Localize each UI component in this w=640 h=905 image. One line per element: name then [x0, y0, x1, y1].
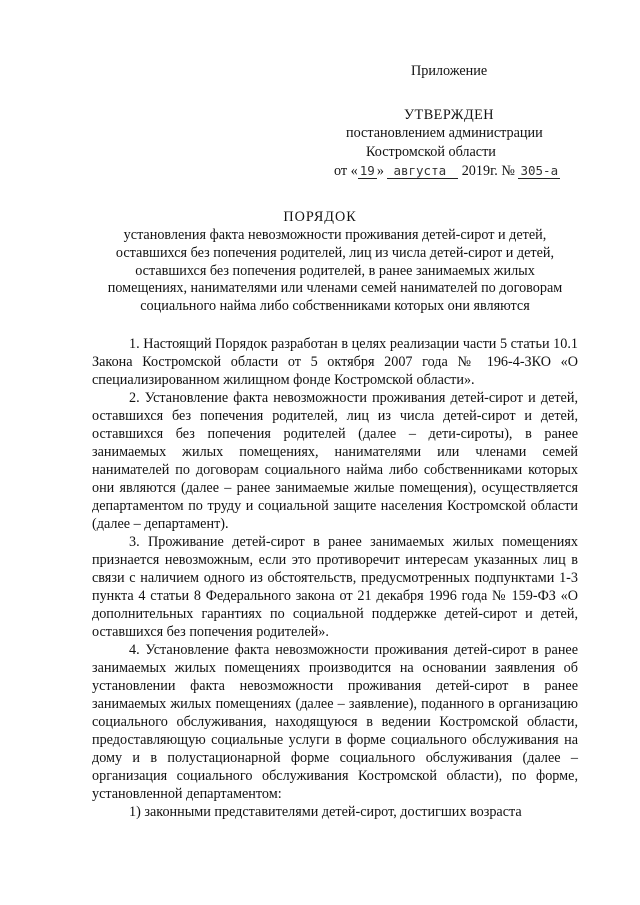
date-day: 19 [359, 163, 375, 178]
paragraph-5: 1) законными представителями детей-сирот, достигших возраста [129, 804, 522, 820]
document-title: ПОРЯДОК [283, 209, 357, 225]
decree-number: 305-а [520, 163, 559, 178]
appendix-label: Приложение [411, 63, 488, 79]
approved-label: УТВЕРЖДЕН [404, 107, 495, 123]
paragraph-4: 4. Установление факта невозможности проживания детей-сирот в ранее занимаемых жилых помещениях производится на основании заявления об установлении факта невозможности проживания детей-сирот в ранее занимаемых жилых помещениях (далее – заявление), поданного в организацию социального обслуживания, находящуюся в ведении Костромской области, предоставляющую социальные услуги в форме социального обслуживания на дому и в полустационарной форме социального обслуживания (далее – организация социального обслуживания Костромской области), по форме, установленной департаментом: [92, 642, 578, 802]
document-subtitle: установления факта невозможности проживания детей-сирот и детей, оставшихся без попечения родителей, лиц из числа детей-сирот и детей, оставшихся без попечения родителей, в ранее занимаемых жилых помещениях, нанимателями или членами семей нанимателей по договорам социального найма либо собственниками которых они являются [107, 227, 563, 315]
decree-label: постановлением администрации [346, 125, 543, 141]
decree-date-line [334, 162, 560, 181]
date-prefix: от « [334, 163, 358, 179]
paragraph-1: 1. Настоящий Порядок разработан в целях реализации части 5 статьи 10.1 Закона Костромской области от 5 октября 2007 года № 196-4-ЗКО «О специализированном жилищном фонде Костромской области». [92, 336, 578, 388]
paragraph-2: 2. Установление факта невозможности проживания детей-сирот и детей, оставшихся без попечения родителей, лиц из числа детей-сирот и детей, оставшихся без попечения родителей (далее – дети-сироты), в ранее занимаемых жилых помещениях, нанимателями или членами семей нанимателей по договорам социального найма либо собственниками которых они являются (далее – ранее занимаемые жилые помещения), осуществляется департаментом по труду и социальной защите населения Костромской области (далее – департамент). [92, 390, 578, 532]
date-month: августа [387, 164, 458, 179]
document-body [92, 335, 578, 821]
region-label: Костромской области [366, 144, 496, 160]
paragraph-3: 3. Проживание детей-сирот в ранее занимаемых жилых помещениях признается невозможным, если это противоречит интересам указанных лиц в связи с наличием одного из обстоятельств, предусмотренных подпунктами 1-3 пункта 4 статьи 8 Федерального закона от 21 декабря 1996 года № 159-ФЗ «О дополнительных гарантиях по социальной поддержке детей-сирот и детей, оставшихся без попечения родителей». [92, 534, 578, 640]
date-separator: » [376, 163, 388, 179]
date-year: 2019г. № [458, 163, 519, 179]
